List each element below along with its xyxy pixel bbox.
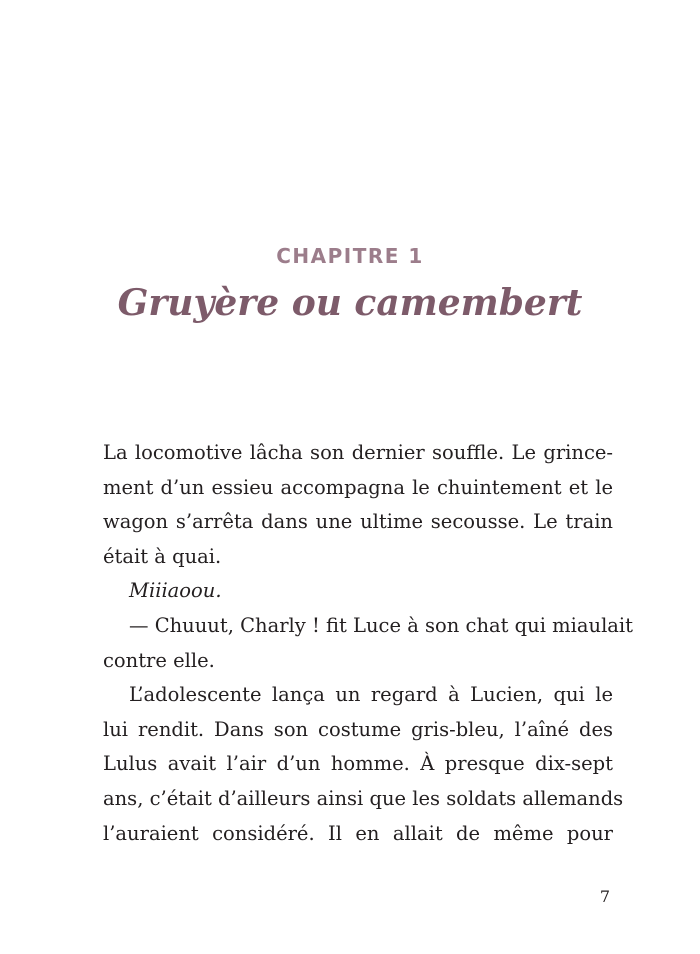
text-line: l’auraient considéré. Il en allait de même pour (103, 821, 613, 845)
body-text (103, 436, 634, 851)
text-line: ans, c’était d’ailleurs ainsi que les soldats allemands (103, 786, 624, 810)
chapter-label: CHAPITRE 1 (276, 244, 424, 268)
text-line: Miiiaoou. (129, 579, 222, 603)
page-number: 7 (599, 887, 610, 906)
text-line: L’adolescente lança un regard à Lucien, qui le (129, 683, 613, 707)
text-line: était à quai. (103, 544, 222, 568)
text-line: ment d’un essieu accompagna le chuintement et le (103, 475, 613, 499)
text-line: La locomotive lâcha son dernier souffle. Le grince- (103, 441, 613, 464)
text-line: lui rendit. Dans son costume gris-bleu, l’aîné des (103, 717, 613, 741)
text-line: wagon s’arrêta dans une ultime secousse. Le train (103, 510, 613, 534)
text-line: — Chuuut, Charly ! fit Luce à son chat qui miaulait (129, 613, 634, 637)
text-line: Lulus avait l’air d’un homme. À presque dix-sept (103, 752, 613, 776)
chapter-title: Gruyère ou camembert (117, 282, 583, 324)
text-line: contre elle. (103, 648, 215, 672)
